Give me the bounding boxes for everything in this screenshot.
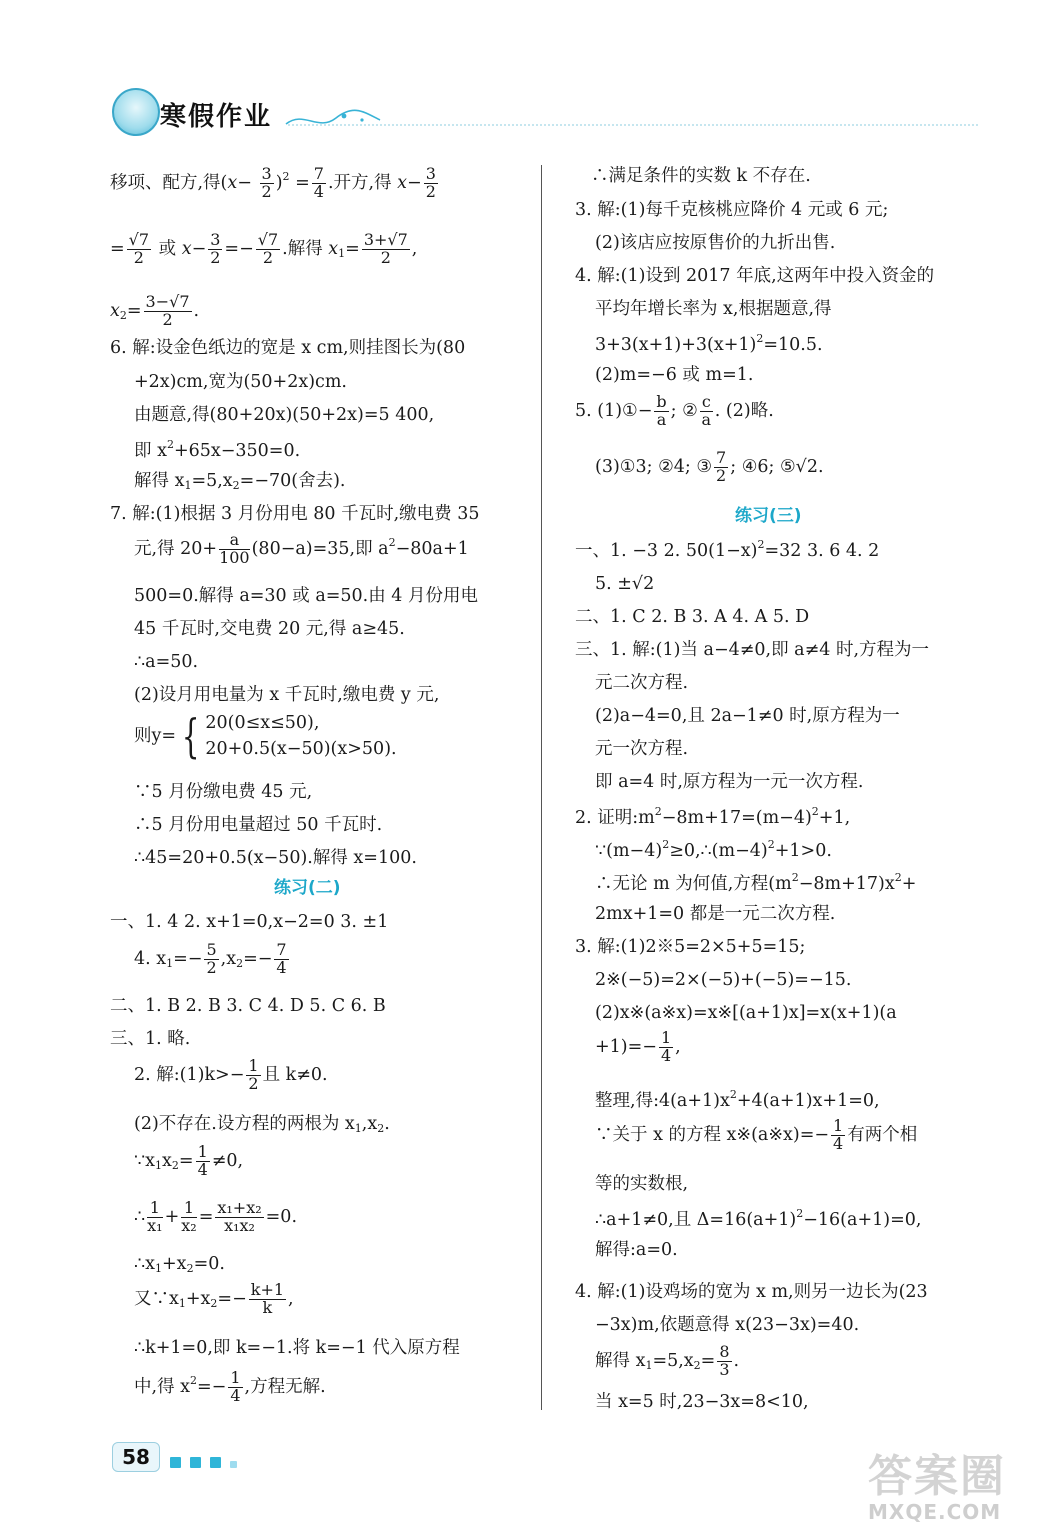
header-title: 寒假作业 <box>160 102 273 132</box>
answer-line: ∵5 月份缴电费 45 元, <box>134 782 313 802</box>
answer-line: 即 $x^2+65x-350=0$. <box>134 438 301 461</box>
answer-line: (2)m=−6 或 m=1. <box>595 365 754 385</box>
answer-line: ∴无论 m 为何值,方程$(m^2-8m+17)x^2+$ <box>595 871 917 894</box>
answer-line: 元二次方程. <box>595 673 689 693</box>
swirl-decoration-icon <box>284 106 384 130</box>
answer-line: 平均年增长率为 x,根据题意,得 <box>595 299 832 319</box>
answer-line: 一、1. −3 2. $50(1-x)^2=32$ 3. 6 4. 2 <box>575 538 880 561</box>
header-dotted-line <box>288 124 978 126</box>
answer-line: 由题意,得(80+20x)(50+2x)=5 400, <box>134 405 435 425</box>
section-heading-exercise-2: 练习(二) <box>274 878 341 898</box>
answer-line: 500=0.解得 a=30 或 a=50.由 4 月份用电 <box>134 586 479 606</box>
answer-line: ∴a=50. <box>134 652 199 672</box>
watermark: 答案圈 MXQE.COM <box>868 1451 1006 1524</box>
answer-line: ∴ $\frac{1}{\text{x₁}}$ + $\frac{1}{\text{x₂}}$ = $\frac{\text{x₁+x₂}}{\text{x₁x₂}}$ =0. <box>134 1198 298 1235</box>
answer-line: 三、1. 解:(1)当 a−4≠0,即 a≠4 时,方程为一 <box>575 640 930 660</box>
answer-line: ∴5 月份用电量超过 50 千瓦时. <box>134 815 383 835</box>
answer-line: $3+3(x+1)+3(x+1)^2=10.5$. <box>595 332 823 355</box>
page-header <box>108 84 1008 144</box>
section-heading-exercise-3: 练习(三) <box>735 506 802 526</box>
answer-line: 一、1. 4 2. x+1=0,x−2=0 3. ±1 <box>110 912 389 932</box>
answer-line: 三、1. 略. <box>110 1029 191 1049</box>
answer-line: 45 千瓦时,交电费 20 元,得 a≥45. <box>134 619 405 639</box>
cartoon-logo-icon <box>112 88 160 136</box>
answer-line: 4. $x_1=-$ $\frac{5}{2}$ $,x_2=-$ $\frac{7}{4}$ <box>134 940 287 977</box>
answer-line: $x_2=$ $\frac{3-√7}{2}$ . <box>110 292 200 329</box>
answer-line: +1)=− $\frac{1}{4}$ , <box>595 1028 681 1065</box>
answer-line: 3. 解:(1)2※5=2×5+5=15; <box>575 937 806 957</box>
footer-dots-decoration <box>170 1453 246 1473</box>
answer-line: 2mx+1=0 都是一元二次方程. <box>595 904 836 924</box>
answer-line: (2)设月用电量为 x 千瓦时,缴电费 y 元, <box>134 685 440 705</box>
answer-line: 3. 解:(1)每千克核桃应降价 4 元或 6 元; <box>575 200 889 220</box>
answer-line: 元一次方程. <box>595 739 689 759</box>
answer-line: (2)不存在.设方程的两根为 $x_1,x_2$. <box>134 1114 390 1135</box>
answer-line: 中,得 $x^2=-$ $\frac{1}{4}$ ,方程无解. <box>134 1368 326 1405</box>
answer-line: ∴a+1≠0,且 $\Delta=16(a+1)^2-16(a+1)=0$, <box>595 1207 922 1230</box>
answer-line: 5. (1)①− $\frac{b}{a}$ ; ② $\frac{c}{a}$ . (2)略. <box>575 392 774 429</box>
answer-line: 移项、配方,得(x− $\frac{3}{2}$ )$^2$ = $\frac{7}{4}$ .开方,得 x− $\frac{3}{2}$ <box>110 164 436 201</box>
answer-line: +2x)cm,宽为(50+2x)cm. <box>134 372 347 392</box>
answer-line: (3)①3; ②4; ③ $\frac{7}{2}$ ; ④6; ⑤√2. <box>595 448 824 485</box>
answer-line: 解得 $x_1=5,x_2=$ $\frac{8}{3}$ . <box>595 1342 740 1379</box>
answer-line: ∴45=20+0.5(x−50).解得 x=100. <box>134 848 417 868</box>
answer-line: $\because x_1x_2=$ $\frac{1}{4}$ ≠0, <box>134 1142 244 1179</box>
answer-line: = $\frac{√7}{2}$ 或 x− $\frac{3}{2}$ =− $\frac{√7}{2}$ .解得 $x_1=$ $\frac{3+√7}{2}$ , <box>110 230 418 267</box>
answer-line: 4. 解:(1)设到 2017 年底,这两年中投入资金的 <box>575 266 935 286</box>
answer-line: 2※(−5)=2×(−5)+(−5)=−15. <box>595 970 852 990</box>
piecewise-function: 则y= { 20(0≤x≤50), 20+0.5(x−50)(x>50). <box>134 708 397 763</box>
answer-line: 当 x=5 时,23−3x=8<10, <box>595 1392 809 1412</box>
answer-line: 元,得 20+ $\frac{a}{100}$ (80−a)=35,即 $a^2-80a+1$ <box>134 530 469 567</box>
answer-line: 等的实数根, <box>595 1174 689 1194</box>
answer-line: $\because(m-4)^2\ge 0,\therefore(m-4)^2+1>0$. <box>595 838 832 861</box>
answer-line: 即 a=4 时,原方程为一元一次方程. <box>595 772 864 792</box>
answer-line: 2. 解:(1)k>− $\frac{1}{2}$ 且 k≠0. <box>134 1056 328 1093</box>
answer-line: 2. 证明$:m^2-8m+17=(m-4)^2+1$, <box>575 805 851 828</box>
answer-line: ∵关于 x 的方程 x※(a※x)=− $\frac{1}{4}$ 有两个相 <box>595 1116 918 1153</box>
answer-line: 解得:a=0. <box>595 1240 678 1260</box>
answer-line: 又$\because x_1+x_2=-$ $\frac{k+1}{k}$ , <box>134 1280 294 1317</box>
answer-line: 4. 解:(1)设鸡场的宽为 x m,则另一边长为(23 <box>575 1282 928 1302</box>
answer-line: 整理,得$:4(a+1)x^2+4(a+1)x+1=0$, <box>595 1088 880 1111</box>
answer-line: 5. ±√2 <box>595 574 655 594</box>
answer-line: 7. 解:(1)根据 3 月份用电 80 千瓦时,缴电费 35 <box>110 504 480 524</box>
page-number: 58 <box>112 1442 160 1472</box>
answer-line: (2)a−4=0,且 2a−1≠0 时,原方程为一 <box>595 706 900 726</box>
answer-line: 6. 解:设金色纸边的宽是 x cm,则挂图长为(80 <box>110 338 466 358</box>
answer-line: −3x)m,依题意得 x(23−3x)=40. <box>595 1315 860 1335</box>
answer-line: (2)x※(a※x)=x※[(a+1)x]=x(x+1)(a <box>595 1003 897 1023</box>
answer-line: 二、1. C 2. B 3. A 4. A 5. D <box>575 607 810 627</box>
answer-line: (2)该店应按原售价的九折出售. <box>595 233 836 253</box>
answer-line: ∴满足条件的实数 k 不存在. <box>591 166 811 186</box>
answer-line: ∴k+1=0,即 k=−1.将 k=−1 代入原方程 <box>134 1338 460 1358</box>
answer-line: 解得 $x_1=5,x_2=-70$(舍去). <box>134 471 346 492</box>
answer-line: $\therefore x_1+x_2=0$. <box>134 1254 225 1275</box>
answer-line: 二、1. B 2. B 3. C 4. D 5. C 6. B <box>110 996 386 1016</box>
column-divider <box>541 165 542 1410</box>
